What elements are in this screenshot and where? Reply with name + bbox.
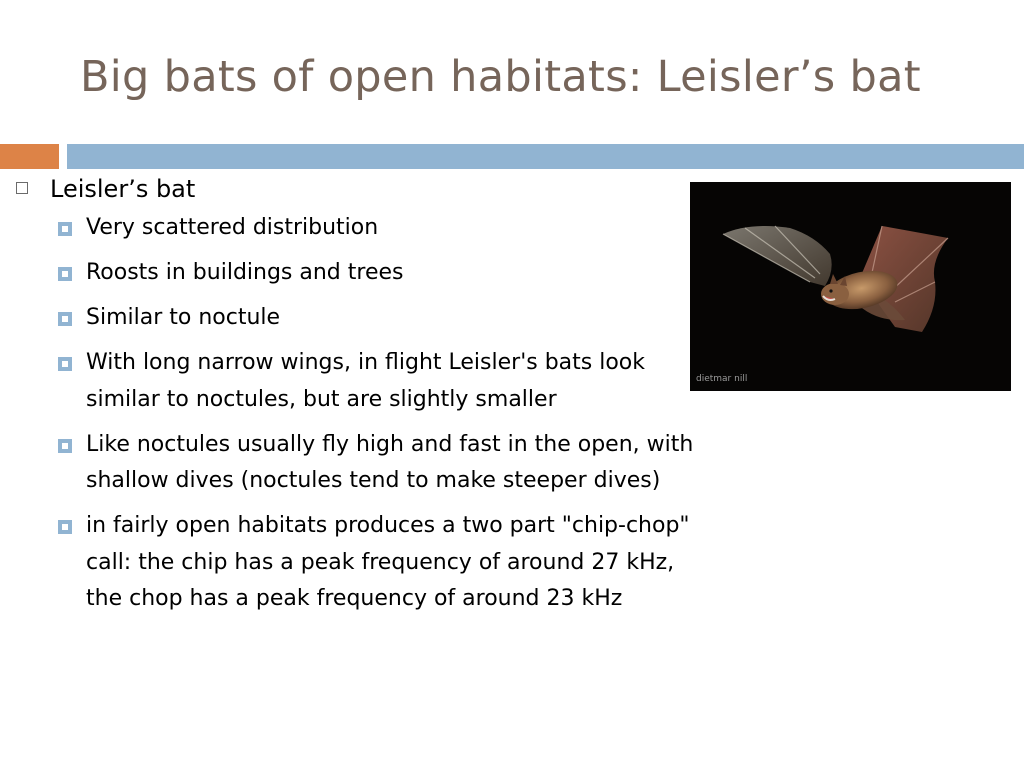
accent-bar-blue xyxy=(67,144,1024,169)
sub-bullet-item xyxy=(14,255,694,292)
sub-bullet-item xyxy=(14,210,694,247)
sub-bullet-text: in fairly open habitats produces a two part "chip-chop" call: the chip has a peak frequency of around 27 kHz, the chop has a peak frequency of around 23 kHz xyxy=(86,513,690,611)
sub-bullet-text: Similar to noctule xyxy=(86,305,281,330)
slide-body xyxy=(14,170,694,626)
square-bullet-icon xyxy=(58,439,72,453)
hollow-square-bullet-icon xyxy=(16,182,28,194)
sub-bullet-item xyxy=(14,345,694,418)
square-bullet-icon xyxy=(58,312,72,326)
photo-credit: dietmar nill xyxy=(696,374,748,384)
bat-photo xyxy=(690,182,1011,391)
accent-bar-orange xyxy=(0,144,59,169)
sub-bullet-item xyxy=(14,427,694,500)
sub-bullet-text: Like noctules usually fly high and fast in the open, with shallow dives (noctules tend to make steeper dives) xyxy=(86,431,694,493)
sub-bullet-item xyxy=(14,300,694,337)
bullet-level1 xyxy=(14,170,694,208)
square-bullet-icon xyxy=(58,222,72,236)
sub-bullet-text: Very scattered distribution xyxy=(86,215,379,240)
sub-bullet-item xyxy=(14,508,694,618)
slide-title: Big bats of open habitats: Leisler’s bat xyxy=(80,52,921,102)
square-bullet-icon xyxy=(58,267,72,281)
square-bullet-icon xyxy=(58,357,72,371)
sub-bullet-text: With long narrow wings, in flight Leisler's bats look similar to noctules, but are slightly smaller xyxy=(86,350,645,412)
sub-bullet-text: Roosts in buildings and trees xyxy=(86,260,404,285)
bullet-text: Leisler’s bat xyxy=(50,175,196,203)
square-bullet-icon xyxy=(58,520,72,534)
flying-bat-illustration xyxy=(690,182,1011,391)
sub-bullet-list xyxy=(14,210,694,618)
